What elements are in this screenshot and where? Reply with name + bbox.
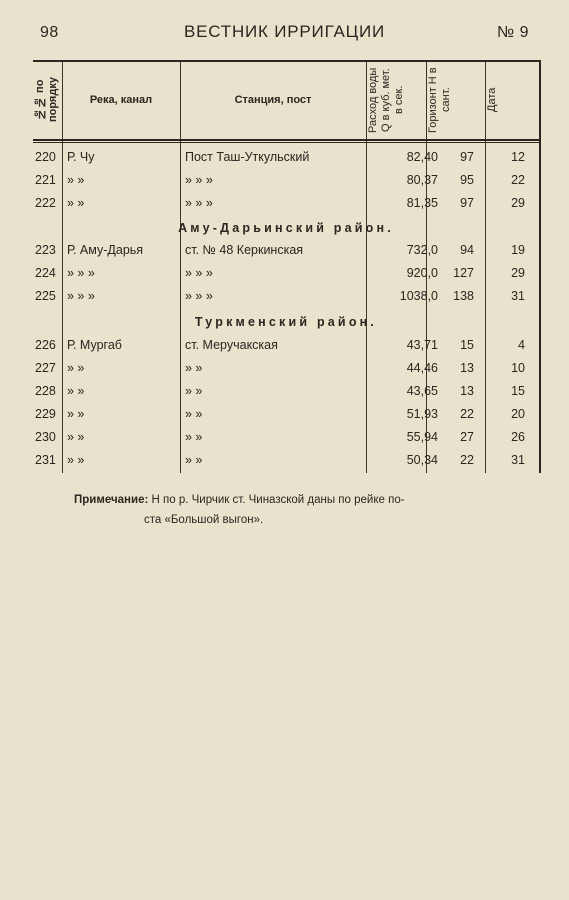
row-station: » » »: [185, 173, 213, 187]
footnote: [74, 490, 474, 530]
row-number: 231: [35, 453, 56, 467]
row-date: 26: [511, 430, 525, 444]
header-rule: [33, 139, 539, 141]
row-discharge: 81,35: [406, 196, 438, 210]
running-head: [30, 20, 539, 48]
row-number: 221: [35, 173, 56, 187]
row-station: » »: [185, 361, 203, 375]
row-river: » » »: [67, 266, 95, 280]
table-row: [33, 262, 539, 285]
row-date: 4: [518, 338, 525, 352]
row-discharge: 920,0: [406, 266, 438, 280]
row-discharge: 1038,0: [399, 289, 438, 303]
row-station: » »: [185, 407, 203, 421]
header-discharge: Расход воды Q в куб. мет. в сек.: [367, 67, 405, 133]
row-number: 224: [35, 266, 56, 280]
row-date: 10: [511, 361, 525, 375]
row-discharge: 82,40: [406, 150, 438, 164]
header-date: Дата: [486, 87, 498, 113]
section-heading: Туркменский район.: [194, 315, 378, 329]
row-number: 225: [35, 289, 56, 303]
table-row: [33, 192, 539, 215]
row-station: » »: [185, 453, 203, 467]
header-level: Горизонт H в сант.: [427, 67, 452, 133]
row-discharge: 43,71: [406, 338, 438, 352]
row-river: Р. Аму-Дарья: [67, 243, 144, 257]
row-date: 29: [511, 196, 525, 210]
footnote-line-1: H по р. Чирчик ст. Чиназской даны по рейке по-: [151, 494, 405, 506]
row-station: » »: [185, 384, 203, 398]
row-level: 94: [460, 243, 474, 257]
row-station: Пост Таш-Уткульский: [185, 150, 310, 164]
row-river: » »: [67, 407, 85, 421]
page-number: 98: [40, 24, 59, 41]
row-level: 22: [460, 407, 474, 421]
row-discharge: 51,93: [406, 407, 438, 421]
table-row: [33, 380, 539, 403]
row-date: 31: [511, 289, 525, 303]
row-level: 13: [460, 384, 474, 398]
row-number: 228: [35, 384, 56, 398]
row-river: » »: [67, 430, 85, 444]
row-discharge: 732,0: [406, 243, 438, 257]
table-row: [33, 357, 539, 380]
row-date: 15: [511, 384, 525, 398]
table-row: [33, 239, 539, 262]
journal-title: ВЕСТНИК ИРРИГАЦИИ: [183, 22, 386, 41]
row-date: 20: [511, 407, 525, 421]
row-station: » » »: [185, 289, 213, 303]
row-date: 12: [511, 150, 525, 164]
header-rule: [33, 142, 539, 143]
row-station: ст. № 48 Керкинская: [185, 243, 304, 257]
row-river: Р. Чу: [67, 150, 95, 164]
row-river: » » »: [67, 289, 95, 303]
row-date: 22: [511, 173, 525, 187]
row-river: » »: [67, 196, 85, 210]
row-date: 29: [511, 266, 525, 280]
row-level: 27: [460, 430, 474, 444]
table-row: [33, 146, 539, 169]
table-row: [33, 285, 539, 308]
row-number: 223: [35, 243, 56, 257]
table-row: [33, 334, 539, 357]
row-discharge: 55,94: [406, 430, 438, 444]
row-level: 22: [460, 453, 474, 467]
row-station: » »: [185, 430, 203, 444]
header-num: №№ по порядку: [34, 77, 59, 123]
table-row: [33, 426, 539, 449]
header-river: Река, канал: [89, 94, 153, 106]
row-river: Р. Мургаб: [67, 338, 122, 352]
header-station: Станция, пост: [234, 94, 312, 106]
row-number: 229: [35, 407, 56, 421]
table-right-rule: [539, 60, 541, 473]
table-row: [33, 403, 539, 426]
table-row: [33, 169, 539, 192]
row-discharge: 43,65: [406, 384, 438, 398]
row-river: » »: [67, 453, 85, 467]
row-number: 222: [35, 196, 56, 210]
section-heading: Аму-Дарьинский район.: [178, 221, 394, 235]
row-station: » » »: [185, 196, 213, 210]
row-level: 13: [460, 361, 474, 375]
row-number: 227: [35, 361, 56, 375]
row-date: 31: [511, 453, 525, 467]
row-level: 127: [453, 266, 474, 280]
row-level: 97: [460, 150, 474, 164]
row-number: 220: [35, 150, 56, 164]
row-level: 138: [453, 289, 474, 303]
row-station: » » »: [185, 266, 213, 280]
row-river: » »: [67, 384, 85, 398]
row-station: ст. Меручакская: [185, 338, 278, 352]
row-level: 95: [460, 173, 474, 187]
row-discharge: 50,34: [406, 453, 438, 467]
footnote-line-2: ста «Большой выгон».: [144, 514, 264, 526]
row-river: » »: [67, 173, 85, 187]
row-level: 97: [460, 196, 474, 210]
row-level: 15: [460, 338, 474, 352]
issue-number: № 9: [496, 24, 529, 41]
footnote-label: Примечание:: [74, 494, 149, 506]
table-row: [33, 449, 539, 472]
row-discharge: 44,46: [406, 361, 438, 375]
row-date: 19: [511, 243, 525, 257]
row-number: 230: [35, 430, 56, 444]
row-number: 226: [35, 338, 56, 352]
row-river: » »: [67, 361, 85, 375]
row-discharge: 80,37: [406, 173, 438, 187]
